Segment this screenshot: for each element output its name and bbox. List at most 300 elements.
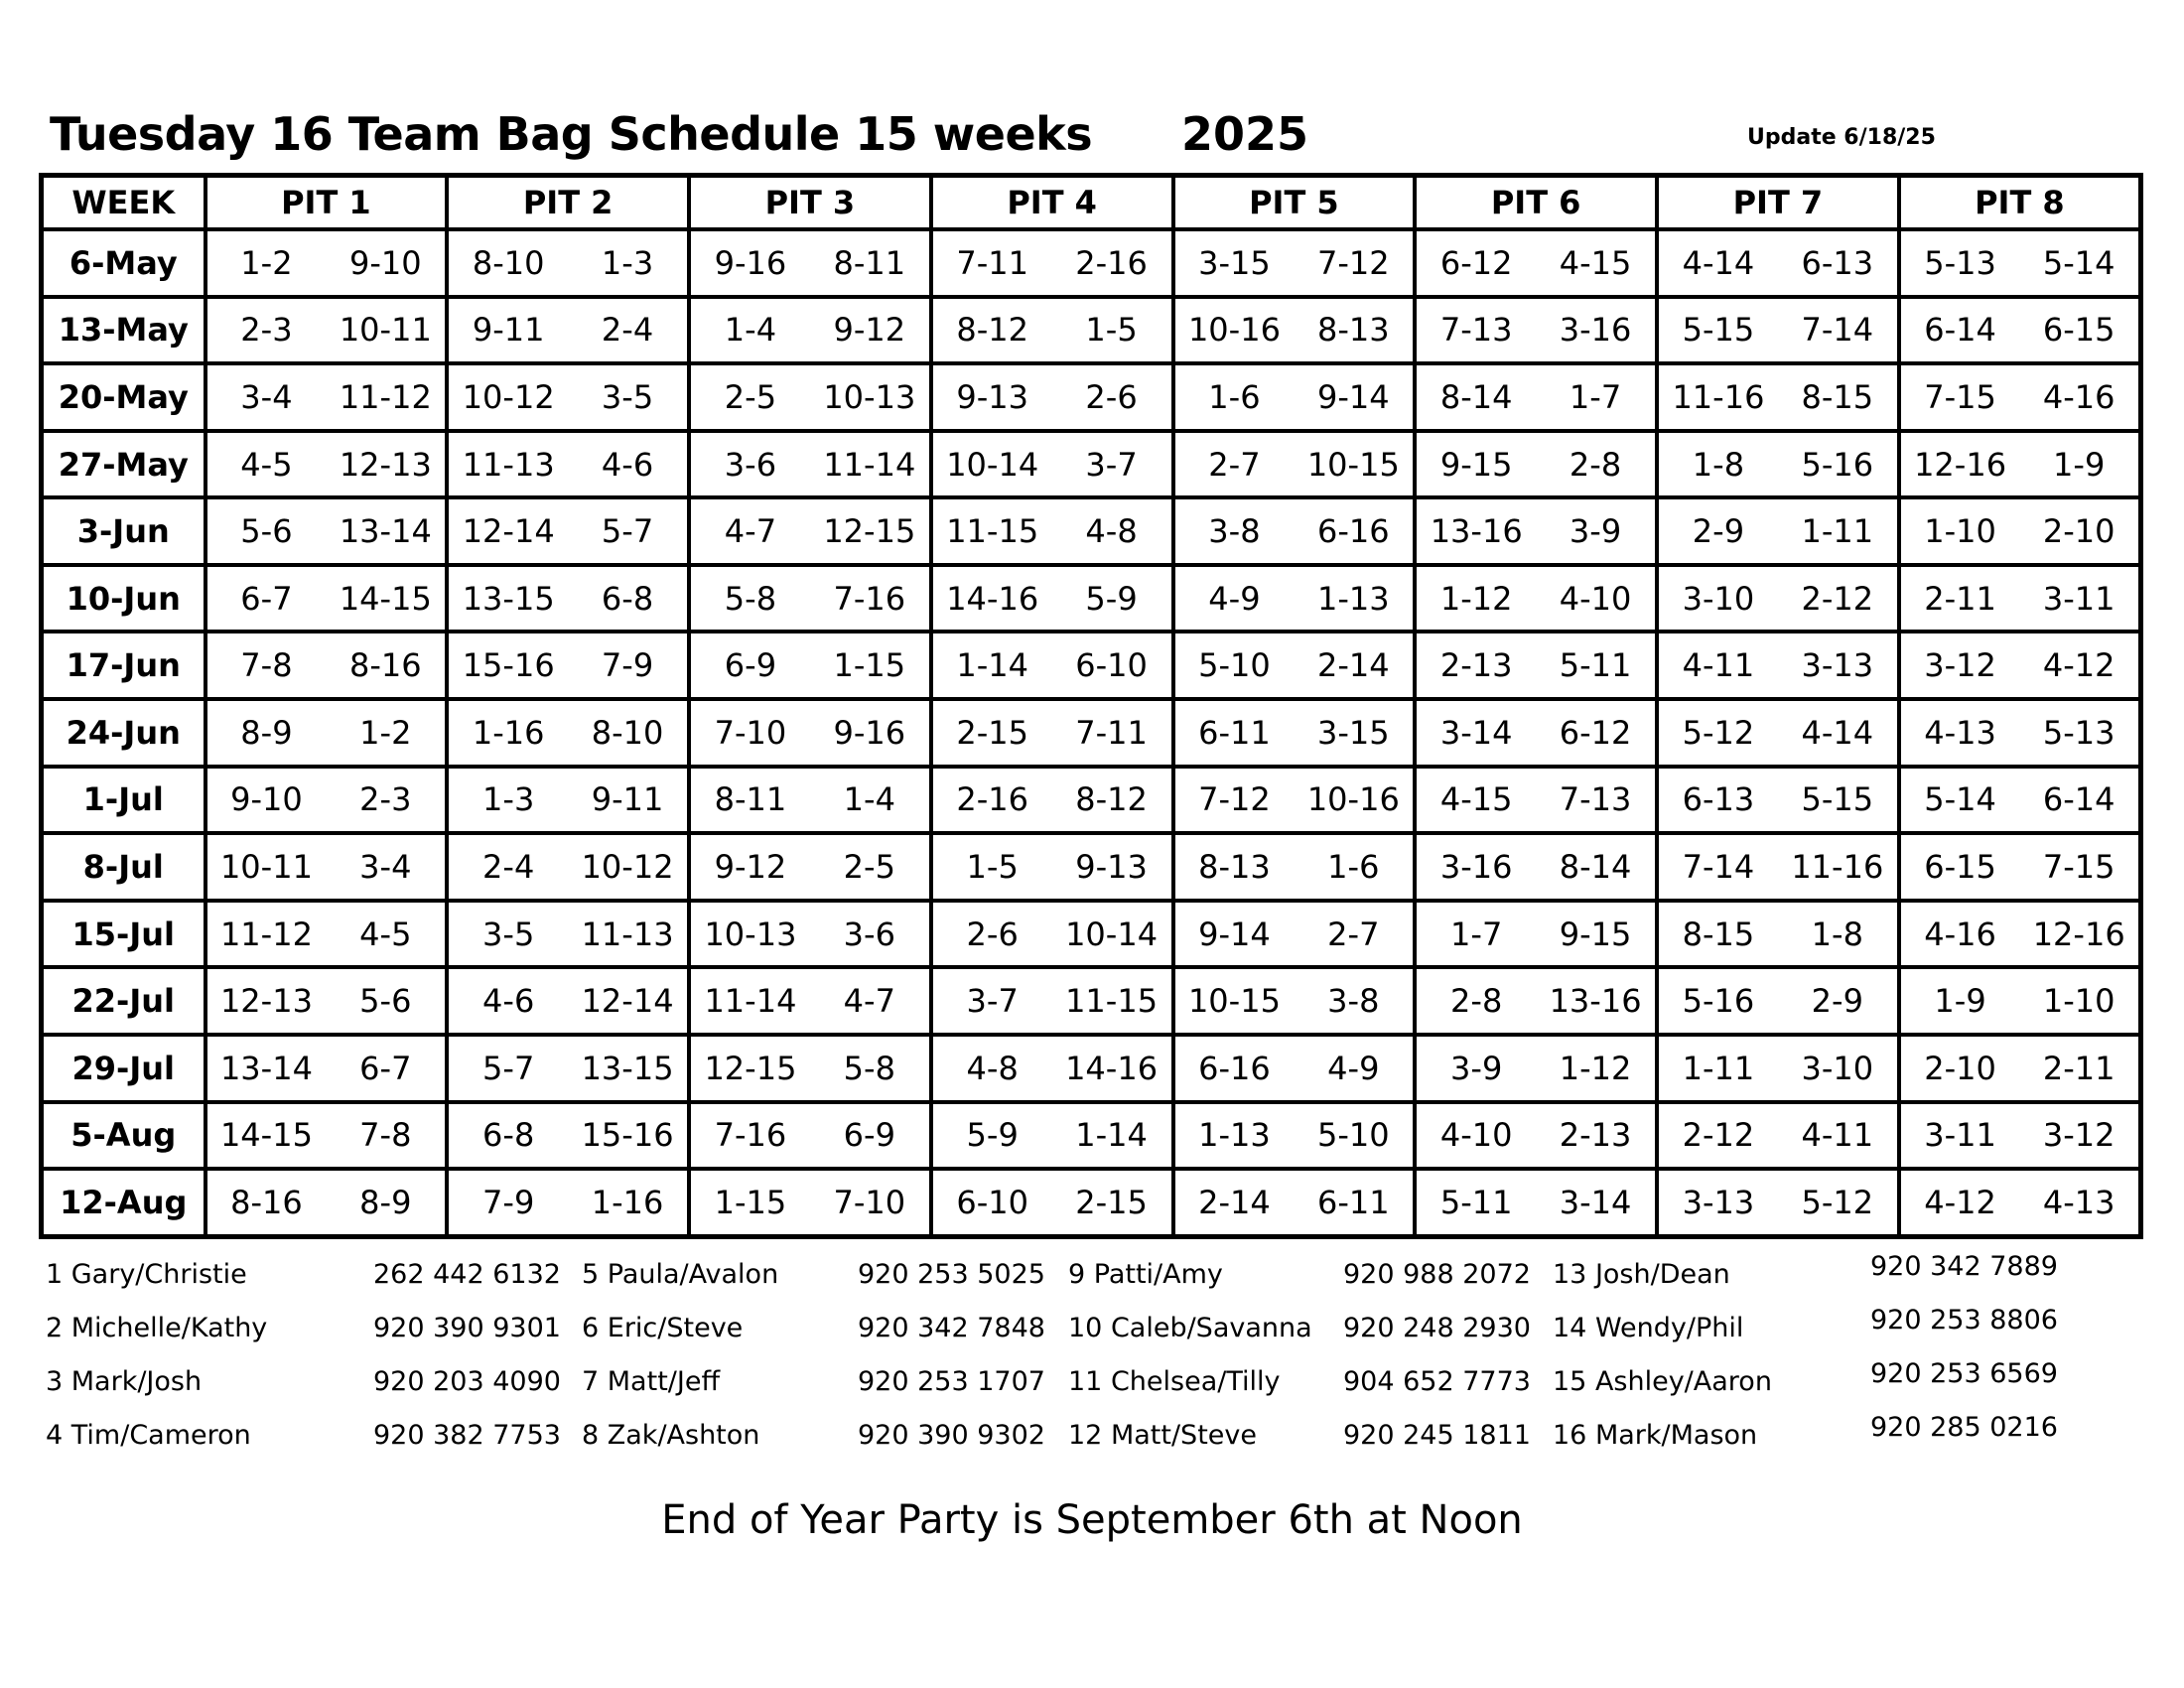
contact-name: 4 Tim/Cameron <box>46 1420 251 1451</box>
matchup: 2-12 <box>1801 579 1874 618</box>
matchup: 1-12 <box>1559 1049 1632 1087</box>
matchup-pair <box>691 580 929 618</box>
matchup: 4-16 <box>2042 377 2116 416</box>
matchup: 1-11 <box>1801 512 1874 551</box>
matchup: 3-15 <box>1316 713 1390 752</box>
matchup: 6-8 <box>601 579 654 618</box>
matchup-pair <box>1417 780 1655 818</box>
matchup: 2-5 <box>843 847 895 886</box>
matchup-pair <box>1659 1050 1897 1087</box>
pit-4-cell <box>931 632 1173 699</box>
matchup-pair <box>933 714 1171 752</box>
pit-7-cell <box>1657 901 1899 968</box>
matchup-pair <box>1659 580 1897 618</box>
week-cell: 3-Jun <box>42 497 205 565</box>
matchup: 12-13 <box>339 445 432 484</box>
contact-phones-col-1 <box>373 1253 561 1468</box>
matchup-pair <box>1175 378 1414 416</box>
contact-phone: 920 253 5025 <box>858 1259 1045 1290</box>
matchup: 4-15 <box>1559 243 1632 282</box>
matchup: 9-10 <box>230 780 303 819</box>
matchup-pair <box>1417 378 1655 416</box>
week-cell: 8-Jul <box>42 833 205 901</box>
matchup: 6-16 <box>1198 1049 1271 1087</box>
matchup: 4-6 <box>601 445 654 484</box>
pit-7-cell <box>1657 297 1899 364</box>
matchup-pair <box>1417 982 1655 1020</box>
matchup-pair <box>1659 311 1897 349</box>
pit-6-cell <box>1415 632 1657 699</box>
pit-4-cell <box>931 967 1173 1035</box>
matchup: 1-6 <box>1208 377 1261 416</box>
matchup: 10-13 <box>704 914 797 953</box>
pit-2-cell <box>447 565 689 633</box>
matchup-pair <box>1175 446 1414 484</box>
matchup-pair <box>207 1116 446 1154</box>
matchup: 3-12 <box>1924 646 1996 685</box>
matchup: 10-13 <box>823 377 916 416</box>
matchup: 8-12 <box>1075 780 1148 819</box>
pit-5-cell <box>1173 967 1416 1035</box>
matchup-pair <box>207 780 446 818</box>
matchup-pair <box>691 982 929 1020</box>
matchup: 5-14 <box>1924 780 1996 819</box>
pit-2-cell <box>447 699 689 767</box>
matchup-pair <box>1175 780 1414 818</box>
matchup-pair <box>1901 446 2138 484</box>
matchup-pair <box>691 646 929 684</box>
matchup: 4-16 <box>1924 914 1996 953</box>
matchup: 1-8 <box>1811 914 1863 953</box>
matchup-pair <box>1901 1116 2138 1154</box>
matchup-pair <box>1417 1116 1655 1154</box>
matchup: 8-16 <box>348 646 422 685</box>
matchup: 7-9 <box>601 646 654 685</box>
contact-name: 8 Zak/Ashton <box>582 1420 760 1451</box>
matchup: 5-13 <box>2042 713 2116 752</box>
matchup: 1-14 <box>956 646 1028 685</box>
matchup: 9-16 <box>714 243 787 282</box>
matchup: 6-9 <box>843 1116 895 1155</box>
pit-5-cell <box>1173 699 1416 767</box>
matchup: 6-16 <box>1316 512 1390 551</box>
matchup: 2-13 <box>1439 646 1513 685</box>
contact-name: 15 Ashley/Aaron <box>1553 1366 1772 1397</box>
contact-phone: 920 245 1811 <box>1343 1420 1531 1451</box>
matchup: 4-15 <box>1439 780 1513 819</box>
matchup: 2-11 <box>2042 1049 2116 1087</box>
contact-name: 5 Paula/Avalon <box>582 1259 779 1290</box>
pit-1-cell <box>205 699 448 767</box>
matchup: 1-12 <box>1439 579 1513 618</box>
week-cell: 29-Jul <box>42 1035 205 1102</box>
matchup: 7-12 <box>1198 780 1271 819</box>
matchup: 7-16 <box>833 579 906 618</box>
contact-name: 12 Matt/Steve <box>1068 1420 1257 1451</box>
matchup: 10-12 <box>581 847 674 886</box>
pit-8-cell <box>1899 901 2141 968</box>
matchup-pair <box>1901 512 2138 550</box>
column-header-pit-1: PIT 1 <box>205 176 448 230</box>
matchup-pair <box>1417 512 1655 550</box>
pit-4-cell <box>931 497 1173 565</box>
matchup: 7-16 <box>714 1116 787 1155</box>
contact-name: 11 Chelsea/Tilly <box>1068 1366 1281 1397</box>
pit-6-cell <box>1415 967 1657 1035</box>
matchup-pair <box>449 311 687 349</box>
matchup: 8-14 <box>1559 847 1632 886</box>
matchup-pair <box>449 1116 687 1154</box>
matchup: 6-7 <box>240 579 293 618</box>
matchup-pair <box>1417 446 1655 484</box>
pit-2-cell <box>447 901 689 968</box>
pit-5-cell <box>1173 565 1416 633</box>
matchup-pair <box>691 1184 929 1221</box>
matchup: 1-15 <box>714 1184 787 1222</box>
pit-4-cell <box>931 1035 1173 1102</box>
matchup-pair <box>1175 1116 1414 1154</box>
matchup-pair <box>1659 646 1897 684</box>
pit-3-cell <box>689 1035 931 1102</box>
contact-phone: 920 382 7753 <box>373 1420 561 1451</box>
matchup-pair <box>691 848 929 886</box>
matchup: 3-4 <box>359 847 412 886</box>
pit-6-cell <box>1415 1035 1657 1102</box>
pit-2-cell <box>447 1035 689 1102</box>
matchup-pair <box>207 1050 446 1087</box>
pit-7-cell <box>1657 1102 1899 1170</box>
matchup: 2-14 <box>1198 1184 1271 1222</box>
week-cell: 1-Jul <box>42 767 205 834</box>
matchup: 9-13 <box>956 377 1028 416</box>
matchup: 2-13 <box>1559 1116 1632 1155</box>
contact-phones-col-2 <box>858 1253 1045 1468</box>
matchup: 2-7 <box>1208 445 1261 484</box>
matchup: 3-14 <box>1559 1184 1632 1222</box>
matchup-pair <box>1659 982 1897 1020</box>
contact-name: 7 Matt/Jeff <box>582 1366 721 1397</box>
matchup: 6-11 <box>1198 713 1271 752</box>
table-row <box>42 767 2141 834</box>
matchup: 10-11 <box>219 847 313 886</box>
matchup-pair <box>1901 848 2138 886</box>
matchup-pair <box>449 848 687 886</box>
matchup: 1-7 <box>1450 914 1503 953</box>
column-header-pit-7: PIT 7 <box>1657 176 1899 230</box>
pit-3-cell <box>689 699 931 767</box>
contact-phone: 920 390 9301 <box>373 1313 561 1343</box>
matchup: 11-13 <box>581 914 674 953</box>
pit-2-cell <box>447 767 689 834</box>
matchup: 6-13 <box>1682 780 1755 819</box>
matchup-pair <box>691 780 929 818</box>
matchup-pair <box>691 1050 929 1087</box>
matchup-pair <box>1175 244 1414 282</box>
matchup: 4-8 <box>966 1049 1019 1087</box>
matchup: 2-16 <box>1075 243 1148 282</box>
matchup: 4-10 <box>1559 579 1632 618</box>
pit-7-cell <box>1657 767 1899 834</box>
matchup: 2-4 <box>482 847 535 886</box>
matchup: 14-16 <box>1065 1049 1159 1087</box>
matchup: 5-6 <box>240 512 293 551</box>
pit-8-cell <box>1899 297 2141 364</box>
pit-5-cell <box>1173 297 1416 364</box>
contact-phone: 920 253 8806 <box>1870 1305 2058 1336</box>
matchup: 2-16 <box>956 780 1028 819</box>
matchup: 4-7 <box>724 512 777 551</box>
matchup: 3-11 <box>1924 1116 1996 1155</box>
matchup: 8-13 <box>1198 847 1271 886</box>
matchup-pair <box>207 915 446 953</box>
matchup: 6-14 <box>1924 311 1996 350</box>
matchup-pair <box>207 580 446 618</box>
matchup: 8-15 <box>1682 914 1755 953</box>
matchup-pair <box>933 1116 1171 1154</box>
column-header-week: WEEK <box>42 176 205 230</box>
matchup: 6-9 <box>724 646 777 685</box>
matchup-pair <box>1659 378 1897 416</box>
matchup-pair <box>933 512 1171 550</box>
matchup: 4-11 <box>1801 1116 1874 1155</box>
matchup: 3-5 <box>482 914 535 953</box>
matchup: 15-16 <box>462 646 555 685</box>
pit-8-cell <box>1899 229 2141 297</box>
matchup: 5-9 <box>1085 579 1138 618</box>
pit-1-cell <box>205 901 448 968</box>
pit-2-cell <box>447 632 689 699</box>
matchup: 3-15 <box>1198 243 1271 282</box>
matchup: 2-14 <box>1316 646 1390 685</box>
pit-8-cell <box>1899 1169 2141 1236</box>
pit-6-cell <box>1415 1169 1657 1236</box>
week-cell: 27-May <box>42 431 205 498</box>
matchup-pair <box>449 780 687 818</box>
matchup-pair <box>1901 982 2138 1020</box>
pit-7-cell <box>1657 833 1899 901</box>
matchup: 3-10 <box>1682 579 1755 618</box>
table-row <box>42 833 2141 901</box>
contact-name: 10 Caleb/Savanna <box>1068 1313 1312 1343</box>
matchup: 7-11 <box>1075 713 1148 752</box>
matchup-pair <box>1417 1050 1655 1087</box>
matchup-pair <box>1175 982 1414 1020</box>
pit-4-cell <box>931 699 1173 767</box>
matchup: 10-14 <box>1065 914 1159 953</box>
pit-3-cell <box>689 1102 931 1170</box>
pit-1-cell <box>205 363 448 431</box>
matchup: 1-2 <box>240 243 293 282</box>
pit-1-cell <box>205 297 448 364</box>
matchup: 13-14 <box>339 512 432 551</box>
contact-name: 13 Josh/Dean <box>1553 1259 1730 1290</box>
matchup: 6-15 <box>2042 311 2116 350</box>
matchup: 5-12 <box>1801 1184 1874 1222</box>
pit-1-cell <box>205 833 448 901</box>
matchup: 1-11 <box>1682 1049 1755 1087</box>
pit-1-cell <box>205 967 448 1035</box>
matchup-pair <box>207 512 446 550</box>
matchup: 12-16 <box>2032 914 2125 953</box>
pit-5-cell <box>1173 497 1416 565</box>
pit-2-cell <box>447 1102 689 1170</box>
pit-8-cell <box>1899 565 2141 633</box>
matchup: 1-3 <box>482 780 535 819</box>
matchup: 1-10 <box>1924 512 1996 551</box>
matchup-pair <box>1417 848 1655 886</box>
matchup: 4-11 <box>1682 646 1755 685</box>
pit-4-cell <box>931 363 1173 431</box>
matchup: 5-13 <box>1924 243 1996 282</box>
matchup: 5-11 <box>1559 646 1632 685</box>
matchup: 3-16 <box>1439 847 1513 886</box>
matchup: 6-15 <box>1924 847 1996 886</box>
pit-6-cell <box>1415 431 1657 498</box>
matchup-pair <box>1659 512 1897 550</box>
matchup: 13-15 <box>581 1049 674 1087</box>
matchup: 5-8 <box>843 1049 895 1087</box>
contact-name: 1 Gary/Christie <box>46 1259 247 1290</box>
pit-2-cell <box>447 1169 689 1236</box>
matchup: 11-12 <box>339 377 432 416</box>
contact-phone: 920 342 7889 <box>1870 1251 2058 1282</box>
column-header-pit-2: PIT 2 <box>447 176 689 230</box>
table-row <box>42 1035 2141 1102</box>
matchup: 5-7 <box>601 512 654 551</box>
matchup: 1-9 <box>1934 982 1986 1021</box>
pit-6-cell <box>1415 767 1657 834</box>
matchup: 5-11 <box>1439 1184 1513 1222</box>
matchup: 13-14 <box>219 1049 313 1087</box>
matchup: 12-14 <box>581 982 674 1021</box>
pit-2-cell <box>447 431 689 498</box>
matchup-pair <box>933 780 1171 818</box>
pit-5-cell <box>1173 229 1416 297</box>
matchup: 8-11 <box>833 243 906 282</box>
matchup: 3-13 <box>1801 646 1874 685</box>
pit-3-cell <box>689 833 931 901</box>
matchup: 2-5 <box>724 377 777 416</box>
matchup-pair <box>449 512 687 550</box>
matchup: 3-7 <box>966 982 1019 1021</box>
contact-name: 6 Eric/Steve <box>582 1313 744 1343</box>
matchup-pair <box>449 646 687 684</box>
matchup-pair <box>1901 1050 2138 1087</box>
pit-5-cell <box>1173 901 1416 968</box>
matchup: 6-12 <box>1439 243 1513 282</box>
matchup-pair <box>933 982 1171 1020</box>
matchup-pair <box>933 848 1171 886</box>
pit-3-cell <box>689 497 931 565</box>
matchup-pair <box>691 378 929 416</box>
matchup: 6-12 <box>1559 713 1632 752</box>
table-row <box>42 901 2141 968</box>
pit-2-cell <box>447 297 689 364</box>
matchup: 9-10 <box>348 243 422 282</box>
pit-6-cell <box>1415 363 1657 431</box>
week-cell: 10-Jun <box>42 565 205 633</box>
matchup-pair <box>207 1184 446 1221</box>
pit-8-cell <box>1899 632 2141 699</box>
matchup: 5-9 <box>966 1116 1019 1155</box>
matchup-pair <box>207 378 446 416</box>
matchup-pair <box>207 646 446 684</box>
matchup: 4-12 <box>1924 1184 1996 1222</box>
contact-phone: 920 988 2072 <box>1343 1259 1531 1290</box>
matchup: 4-14 <box>1682 243 1755 282</box>
pit-6-cell <box>1415 699 1657 767</box>
matchup: 5-12 <box>1682 713 1755 752</box>
matchup: 3-6 <box>843 914 895 953</box>
matchup: 12-15 <box>823 512 916 551</box>
matchup-pair <box>449 580 687 618</box>
matchup-pair <box>449 378 687 416</box>
year-label: 2025 <box>1181 107 1309 161</box>
matchup: 7-12 <box>1316 243 1390 282</box>
pit-3-cell <box>689 363 931 431</box>
matchup-pair <box>933 915 1171 953</box>
week-cell: 17-Jun <box>42 632 205 699</box>
party-announcement: End of Year Party is September 6th at Noon <box>661 1497 1523 1543</box>
pit-6-cell <box>1415 497 1657 565</box>
contact-names-col-2 <box>582 1253 778 1468</box>
contact-name: 3 Mark/Josh <box>46 1366 203 1397</box>
matchup-pair <box>691 311 929 349</box>
pit-6-cell <box>1415 565 1657 633</box>
matchup: 7-10 <box>714 713 787 752</box>
matchup-pair <box>1659 244 1897 282</box>
matchup-pair <box>1659 1116 1897 1154</box>
matchup-pair <box>1901 580 2138 618</box>
pit-3-cell <box>689 632 931 699</box>
week-cell: 22-Jul <box>42 967 205 1035</box>
matchup: 7-15 <box>2042 847 2116 886</box>
matchup-pair <box>1417 646 1655 684</box>
pit-7-cell <box>1657 565 1899 633</box>
pit-4-cell <box>931 901 1173 968</box>
matchup-pair <box>449 714 687 752</box>
pit-4-cell <box>931 431 1173 498</box>
matchup-pair <box>207 848 446 886</box>
matchup: 5-6 <box>359 982 412 1021</box>
matchup-pair <box>691 512 929 550</box>
matchup-pair <box>1175 512 1414 550</box>
matchup: 5-10 <box>1198 646 1271 685</box>
pit-6-cell <box>1415 1102 1657 1170</box>
pit-4-cell <box>931 833 1173 901</box>
matchup: 5-15 <box>1682 311 1755 350</box>
pit-4-cell <box>931 1169 1173 1236</box>
matchup: 13-15 <box>462 579 555 618</box>
pit-8-cell <box>1899 699 2141 767</box>
matchup: 1-5 <box>966 847 1019 886</box>
matchup: 6-10 <box>956 1184 1028 1222</box>
matchup-pair <box>933 1050 1171 1087</box>
matchup: 7-11 <box>956 243 1028 282</box>
matchup: 9-12 <box>714 847 787 886</box>
pit-5-cell <box>1173 767 1416 834</box>
matchup: 7-8 <box>240 646 293 685</box>
column-header-pit-8: PIT 8 <box>1899 176 2141 230</box>
matchup-pair <box>1175 848 1414 886</box>
matchup: 8-10 <box>472 243 545 282</box>
matchup: 7-13 <box>1439 311 1513 350</box>
matchup-pair <box>1901 646 2138 684</box>
matchup-pair <box>449 1050 687 1087</box>
pit-5-cell <box>1173 632 1416 699</box>
table-row <box>42 497 2141 565</box>
pit-8-cell <box>1899 363 2141 431</box>
